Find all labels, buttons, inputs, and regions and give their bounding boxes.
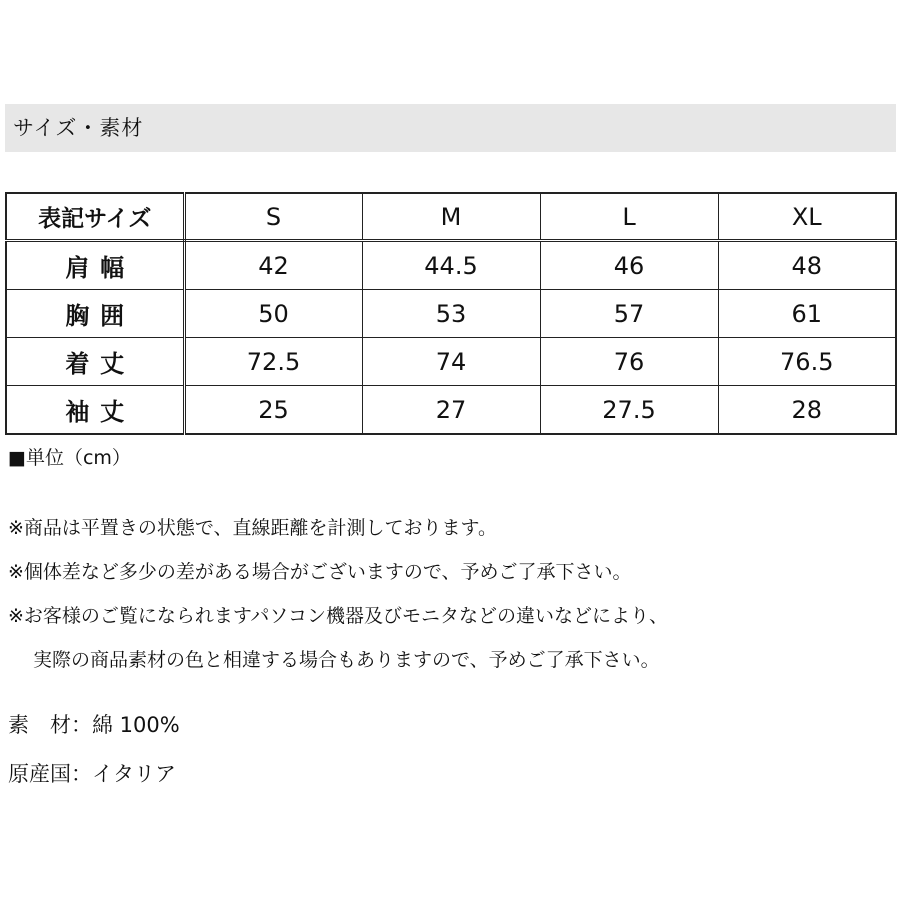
row-label-chest: 胸囲: [6, 290, 184, 338]
table-cell: 27: [362, 386, 540, 435]
size-xl-header: XL: [718, 193, 896, 241]
section-title: サイズ・素材: [5, 104, 896, 152]
table-row-shoulder-width: [6, 241, 896, 290]
note-color-difference: 実際の商品素材の色と相違する場合もありますので、予めご了承下さい。: [33, 649, 660, 671]
table-cell: 25: [184, 386, 362, 435]
table-cell: 48: [718, 241, 896, 290]
table-cell: 28: [718, 386, 896, 435]
table-cell: 76: [540, 338, 718, 386]
table-cell: 53: [362, 290, 540, 338]
table-cell: 50: [184, 290, 362, 338]
note-measurement: ※商品は平置きの状態で、直線距離を計測しております。: [8, 517, 498, 539]
size-label-header: 表記サイズ: [6, 193, 184, 241]
table-cell: 44.5: [362, 241, 540, 290]
table-cell: 76.5: [718, 338, 896, 386]
size-m-header: M: [362, 193, 540, 241]
size-header-row: [6, 193, 896, 241]
table-cell: 27.5: [540, 386, 718, 435]
table-row-chest: [6, 290, 896, 338]
row-label-shoulder-width: 肩幅: [6, 241, 184, 290]
table-cell: 46: [540, 241, 718, 290]
table-cell: 72.5: [184, 338, 362, 386]
note-individual-difference: ※個体差など多少の差がある場合がございますので、予めご了承下さい。: [8, 561, 632, 583]
row-label-sleeve-length: 袖丈: [6, 386, 184, 435]
origin-spec: 原産国：イタリア: [8, 762, 176, 786]
table-cell: 74: [362, 338, 540, 386]
material-spec: 素 材：綿 100%: [8, 713, 180, 737]
size-s-header: S: [184, 193, 362, 241]
table-cell: 61: [718, 290, 896, 338]
table-row-sleeve-length: [6, 386, 896, 435]
row-label-length: 着丈: [6, 338, 184, 386]
unit-note: ■単位（cm）: [8, 447, 131, 469]
table-cell: 57: [540, 290, 718, 338]
size-l-header: L: [540, 193, 718, 241]
notes-list: [8, 516, 893, 692]
note-monitor-difference: ※お客様のご覧になられますパソコン機器及びモニタなどの違いなどにより、: [8, 605, 669, 627]
table-cell: 42: [184, 241, 362, 290]
table-row-length: [6, 338, 896, 386]
size-table: [5, 192, 897, 435]
